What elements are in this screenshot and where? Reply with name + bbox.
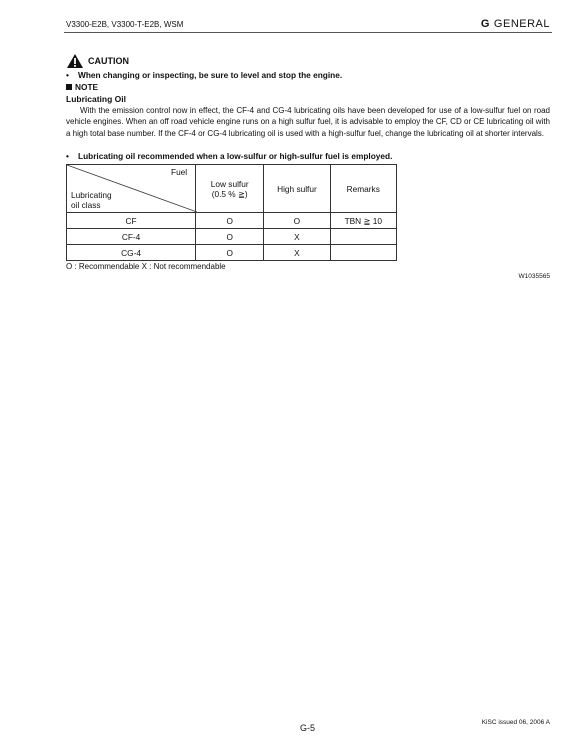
remarks-cell <box>330 229 396 245</box>
table-row <box>67 229 397 245</box>
remarks-cell <box>330 245 396 261</box>
caution-title: CAUTION <box>88 56 129 66</box>
header-low-sulfur-line1: Low sulfur <box>210 178 249 189</box>
high-sulfur-cell: X <box>264 229 330 245</box>
high-sulfur-cell: X <box>264 245 330 261</box>
oil-class-cell: CF-4 <box>67 229 196 245</box>
section-letter: G <box>480 18 490 30</box>
warning-triangle-icon <box>66 53 84 69</box>
bullet-dot-icon: • <box>66 151 69 161</box>
issue-info: KiSC issued 06, 2006 A <box>481 719 550 726</box>
table-row <box>67 213 397 229</box>
corner-oil-label-line1: Lubricating <box>71 190 112 200</box>
document-code: W1035565 <box>518 273 550 280</box>
oil-class-cell: CF <box>67 213 196 229</box>
caution-row <box>66 53 129 69</box>
note-square-icon <box>66 84 72 90</box>
note-bullet <box>66 151 392 161</box>
header-remarks: Remarks <box>330 165 396 213</box>
corner-fuel-label: Fuel <box>171 167 188 177</box>
oil-class-cell: CG-4 <box>67 245 196 261</box>
table-row <box>67 245 397 261</box>
table-legend: O : Recommendable X : Not recommendable <box>66 262 226 271</box>
note-paragraph <box>66 105 550 139</box>
table-corner-cell <box>67 165 196 213</box>
low-sulfur-cell: O <box>196 213 264 229</box>
oil-table <box>66 164 397 261</box>
low-sulfur-cell: O <box>196 229 264 245</box>
note-row <box>66 82 98 92</box>
section-name: GENERAL <box>493 18 550 30</box>
remarks-cell: TBN ≧ 10 <box>330 213 396 229</box>
bullet-dot-icon: • <box>66 70 69 80</box>
high-sulfur-cell: O <box>264 213 330 229</box>
note-label: NOTE <box>75 82 99 92</box>
page-number: G-5 <box>300 723 316 733</box>
header-low-sulfur <box>196 165 264 213</box>
note-bullet-text: Lubricating oil recommended when a low-sulfur or high-sulfur fuel is employed. <box>78 151 393 161</box>
section-heading: Lubricating Oil <box>66 94 126 104</box>
corner-oil-label-line2: oil class <box>71 200 101 210</box>
header-low-sulfur-line2: (0.5 % ≧) <box>211 188 248 199</box>
caution-bullet <box>66 70 342 80</box>
corner-oil-label <box>71 190 112 210</box>
caution-bullet-text: When changing or inspecting, be sure to level and stop the engine. <box>78 70 343 80</box>
header-section <box>481 18 550 30</box>
table-header-row <box>67 165 397 213</box>
header-rule <box>64 32 552 33</box>
header-high-sulfur: High sulfur <box>264 165 330 213</box>
note-paragraph-text: With the emission control now in effect, the CF-4 and CG-4 lubricating oils have been developed for use of a low-sulfur fuel on road vehicle engines. When an off road vehicle engine runs on a high sulfur fuel, it is advisable to employ the CF, CD or CE lubricating oil with a high total base number. If the CF-4 or CG-4 lubricating oil is used with a high-sulfur fuel, change the lubricating oil at shorter intervals. <box>66 106 550 138</box>
low-sulfur-cell: O <box>196 245 264 261</box>
header-model: V3300-E2B, V3300-T-E2B, WSM <box>66 20 184 29</box>
